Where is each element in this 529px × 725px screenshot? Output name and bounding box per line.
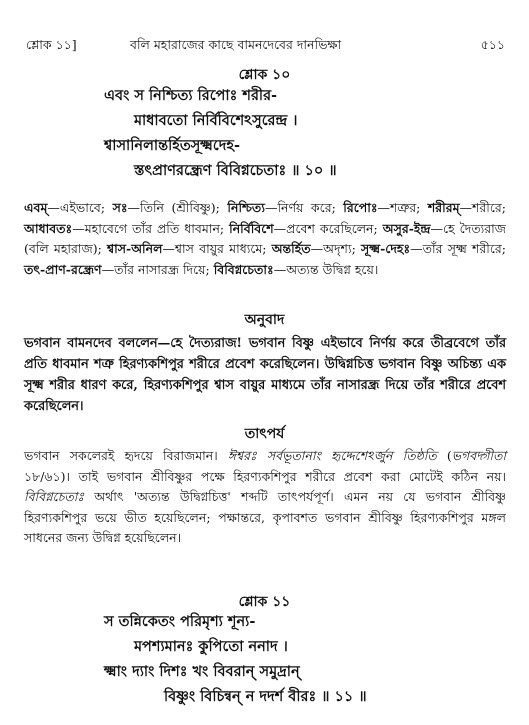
synonyms-line: এবম্—এইভাবে; সঃ—তিনি (শ্রীবিষ্ণু); নিশ্চিত্য—নির্ণয় করে; রিপোঃ—শত্রুর; — [24, 200, 428, 215]
header-verse-ref: শ্লোক ১১] — [26, 37, 77, 52]
translation-heading: অনুবাদ — [244, 312, 285, 328]
purport-line: ভগবান সকলেরই হৃদয়ে বিরাজমান। ঈশ্বরঃ সর্বভূতানাং হৃদ্দেশেঽর্জুন তিষ্ঠতি — [24, 448, 437, 463]
purport-line: এমন নয় যে ভগবান শ্রীবিষ্ণু হিরণ্যকশিপুর ভয়ে ভীত হয়েছিলেন; পক্ষান্তরে, — [24, 489, 506, 525]
synonyms-paragraph — [24, 198, 506, 280]
translation-line: ভগবান বামনদেব বললেন—হে দৈত্যরাজ! ভগবান বিষ্ণু এইভাবে নির্ণয় করে — [24, 336, 424, 351]
verse10-line: শ্বাসানিলান্তর্হিতসূক্ষ্মদেহ- — [104, 137, 240, 154]
purport-heading: তাৎপর্য — [244, 426, 285, 442]
synonyms-line: মাধ্যমে; অন্তর্হিত—অদৃশ্য; সূক্ষ্ম-দেহঃ—তাঁর সূক্ষ্ম শরীরে; তৎ-প্রাণ-রন্ধ্রেণ—তাঁর — [24, 241, 506, 277]
verse10-line: মাধাবতো নির্বিবিশেঽসুরেন্দ্র । — [134, 112, 298, 129]
translation-line: উদ্বিগ্নচিত্ত ভগবান বিষ্ণু অচিন্ত্য এক সূক্ষ্ম শরীর ধারণ করে, হিরণ্যকশিপুর শ্বাস — [24, 357, 506, 393]
translation-line: তীব্রবেগে তাঁর প্রতি ধাবমান শত্রু হিরণ্যকশিপুর শরীরে প্রবেশ করেছিলেন। — [24, 336, 507, 372]
purport-line: করা মোটেই কঠিন নয়। বিবিগ্নচেতাঃ অর্থাৎ 'অত্যন্ত উদ্বিগ্নচিত্ত' শব্দটি তাৎপর্যপূর্ণ। — [24, 468, 506, 504]
verse10-line: এবং স নিশ্চিত্য রিপোঃ শরীর- — [104, 87, 278, 104]
header-chapter-title: বলি মহারাজের কাছে বামনদেবের দানভিক্ষা — [130, 37, 342, 52]
verse11-line: ক্ষ্মাং দ্যাং দিশঃ খং বিবরান্ সমুদ্রান্ — [104, 663, 300, 680]
verse10-line: স্তৎপ্রাণরন্ধ্রেণ বিবিগ্নচেতাঃ ॥ ১০ ॥ — [134, 162, 337, 179]
translation-paragraph — [24, 333, 506, 417]
verse11-heading: শ্লোক ১১ — [238, 594, 291, 610]
running-header — [26, 36, 505, 54]
purport-line: (ভগবদ্গীতা ১৮/৬১)। তাই ভগবান শ্রীবিষ্ণুর পক্ষে হিরণ্যকশিপুর শরীরে প্রবেশ — [24, 448, 506, 484]
header-page-number: ৫১১ — [480, 37, 505, 52]
synonyms-line: করেছিলেন; অসুর-ইন্দ্র—হে দৈত্যরাজ (বলি মহারাজ); শ্বাস-অনিল—শ্বাস বায়ুর — [24, 220, 506, 256]
verse11-line: বিষ্ণুং বিচিন্বন্ ন দদর্শ বীরঃ ॥ ১১ ॥ — [164, 688, 367, 705]
translation-line: বায়ুর মাধ্যমে তাঁর নাসারন্ধ্র দিয়ে তাঁর শরীরে প্রবেশ করেছিলেন। — [24, 378, 506, 414]
purport-line: কৃপাবশত ভগবান শ্রীবিষ্ণু হিরণ্যকশিপুর মঙ্গল সাধনের জন্য উদ্বিগ্ন হয়েছিলেন। — [24, 509, 506, 545]
verse11-line: মপশ্যমানঃ কুপিতো ননাদ । — [134, 638, 288, 655]
purport-paragraph — [24, 446, 506, 549]
synonyms-line: নাসারন্ধ্র দিয়ে; বিবিগ্নচেতাঃ—অত্যন্ত উদ্বিগ্ন হয়ে। — [137, 261, 379, 277]
verse11-line: স তন্নিকেতং পরিমৃশ্য শূন্য- — [104, 613, 256, 630]
verse10-heading: শ্লোক ১০ — [238, 67, 291, 83]
synonyms-line: শরীরম্—শরীরে; আধাবতঃ—মহাবেগে তাঁর প্রতি ধাবমান; নির্বিবিশে—প্রবেশ — [24, 200, 506, 236]
